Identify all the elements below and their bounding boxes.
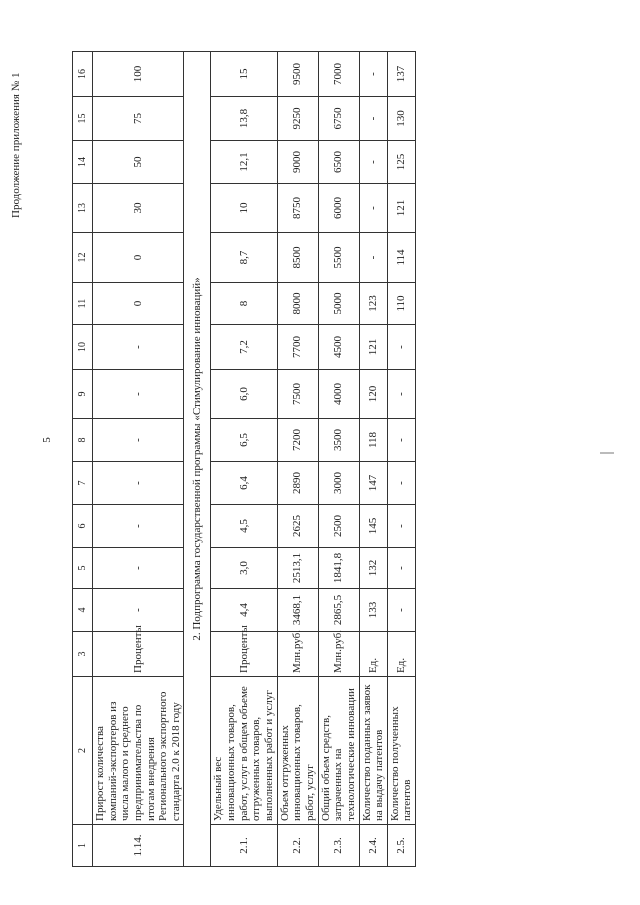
value-cell: - [93,505,184,548]
row-number: 2.4. [359,825,387,867]
unit-of-measure: Ед. [359,632,387,677]
value-cell: 145 [359,505,387,548]
value-cell: 12,1 [211,141,277,184]
row-number: 2.5. [387,825,415,867]
value-cell: 5500 [318,233,359,283]
indicator-name: Удельный вес инновационных товаров, работ, услуг в общем объеме отгруженных товаров, выполненных работ и услуг [211,677,277,825]
value-cell: 100 [93,52,184,97]
value-cell: 2625 [277,505,318,548]
value-cell: 6500 [318,141,359,184]
value-cell: - [387,505,415,548]
value-cell: - [93,325,184,370]
value-cell: 4,4 [211,589,277,632]
value-cell: 121 [387,184,415,233]
column-number-cell: 10 [73,325,93,370]
value-cell: 2500 [318,505,359,548]
column-number-cell: 4 [73,589,93,632]
value-cell: - [359,184,387,233]
appendix-continuation-header: Продолжение приложения № 1 [10,72,22,218]
value-cell: - [387,419,415,462]
column-number-cell: 7 [73,462,93,505]
column-number-cell: 11 [73,283,93,325]
value-cell: 2865,5 [318,589,359,632]
value-cell: 2513,1 [277,548,318,589]
value-cell: 10 [211,184,277,233]
indicator-name: Количество полученных патентов [387,677,415,825]
value-cell: 6,5 [211,419,277,462]
value-cell: - [387,462,415,505]
section-title: 2. Подпрограмма государственной программы «Стимулирование инноваций» [184,52,211,867]
table-row [211,52,277,867]
column-number-row [73,52,93,867]
value-cell: 7700 [277,325,318,370]
value-cell: - [387,548,415,589]
value-cell: 4000 [318,370,359,419]
value-cell: 118 [359,419,387,462]
value-cell: 6,0 [211,370,277,419]
column-number-cell: 6 [73,505,93,548]
value-cell: 120 [359,370,387,419]
value-cell: 132 [359,548,387,589]
row-number: 2.3. [318,825,359,867]
value-cell: 137 [387,52,415,97]
column-number-cell: 9 [73,370,93,419]
value-cell: 5000 [318,283,359,325]
value-cell: 8 [211,283,277,325]
value-cell: 3000 [318,462,359,505]
value-cell: 75 [93,97,184,141]
value-cell: 3468,1 [277,589,318,632]
value-cell: 9250 [277,97,318,141]
value-cell: 125 [387,141,415,184]
table-row [387,52,415,867]
value-cell: 4,5 [211,505,277,548]
column-number-cell: 16 [73,52,93,97]
column-number-cell: 14 [73,141,93,184]
value-cell: 1841,8 [318,548,359,589]
indicator-name: Объем отгруженных инновационных товаров, работ, услуг [277,677,318,825]
column-number-cell: 13 [73,184,93,233]
row-number: 1.14. [93,825,184,867]
value-cell: 30 [93,184,184,233]
value-cell: 3500 [318,419,359,462]
value-cell: 8,7 [211,233,277,283]
value-cell: - [387,370,415,419]
value-cell: 9000 [277,141,318,184]
column-number-cell: 12 [73,233,93,283]
table-row [277,52,318,867]
value-cell: 3,0 [211,548,277,589]
value-cell: 4500 [318,325,359,370]
column-number-cell: 3 [73,632,93,677]
column-number-cell: 5 [73,548,93,589]
unit-of-measure: Проценты [93,632,184,677]
unit-of-measure: Проценты [211,632,277,677]
value-cell: 130 [387,97,415,141]
value-cell: 133 [359,589,387,632]
value-cell: 9500 [277,52,318,97]
value-cell: 7000 [318,52,359,97]
value-cell: - [93,370,184,419]
indicator-name: Количество поданных заявок на выдачу патентов [359,677,387,825]
value-cell: 7,2 [211,325,277,370]
value-cell: - [387,325,415,370]
table-row [318,52,359,867]
value-cell: - [93,462,184,505]
value-cell: - [359,233,387,283]
unit-of-measure: Млн.руб. [318,632,359,677]
table-row [93,52,184,867]
value-cell: 7500 [277,370,318,419]
value-cell: - [93,548,184,589]
value-cell: 8500 [277,233,318,283]
value-cell: 6,4 [211,462,277,505]
value-cell: - [359,52,387,97]
page-number: 5 [41,437,53,443]
value-cell: 0 [93,283,184,325]
column-number-cell: 1 [73,825,93,867]
column-number-cell: 15 [73,97,93,141]
unit-of-measure: Ед. [387,632,415,677]
value-cell: 121 [359,325,387,370]
value-cell: 147 [359,462,387,505]
value-cell: - [387,589,415,632]
value-cell: 8000 [277,283,318,325]
value-cell: 123 [359,283,387,325]
value-cell: 15 [211,52,277,97]
row-number: 2.1. [211,825,277,867]
value-cell: 6000 [318,184,359,233]
value-cell: - [93,589,184,632]
unit-of-measure: Млн.руб. [277,632,318,677]
column-number-cell: 2 [73,677,93,825]
value-cell: 110 [387,283,415,325]
value-cell: 50 [93,141,184,184]
value-cell: - [93,419,184,462]
section-row [184,52,211,867]
indicator-name: Общий объем средств, затраченных на технологические инновации [318,677,359,825]
value-cell: 7200 [277,419,318,462]
value-cell: 114 [387,233,415,283]
table-row [359,52,387,867]
value-cell: 8750 [277,184,318,233]
value-cell: 13,8 [211,97,277,141]
indicator-name: Прирост количества компаний-экспортеров из числа малого и среднего предпринимательства по итогам внедрения Регионального экспортного стандарта 2.0 к 2018 году [93,677,184,825]
value-cell: 2890 [277,462,318,505]
row-number: 2.2. [277,825,318,867]
column-number-cell: 8 [73,419,93,462]
indicators-table [72,51,416,867]
value-cell: 6750 [318,97,359,141]
value-cell: - [359,97,387,141]
value-cell: 0 [93,233,184,283]
value-cell: - [359,141,387,184]
